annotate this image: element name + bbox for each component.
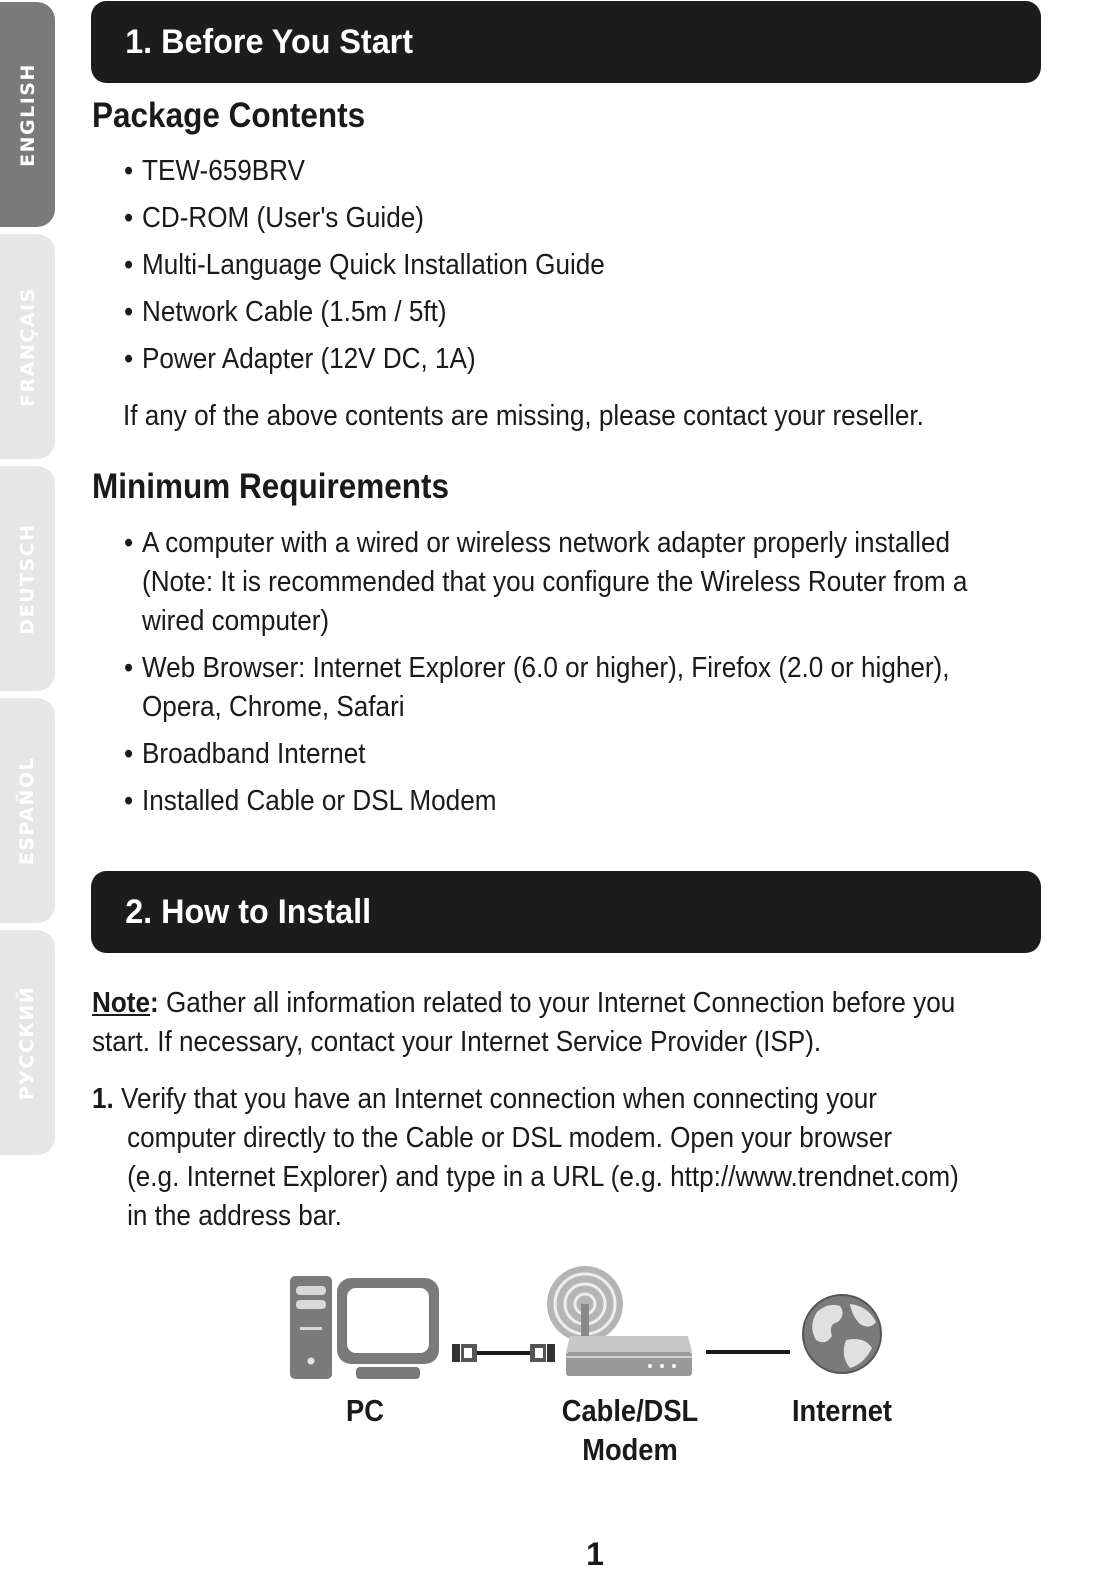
section-1-title: 1. Before You Start — [125, 22, 413, 61]
package-contents-list — [124, 152, 605, 387]
step-1: 1. Verify that you have an Internet connection when connecting your computer directly to the Cable or DSL modem. Open your browser (e.g. Internet Explorer) and type in a URL (e.g. http://www.trendnet.com) in the address bar. — [92, 1083, 959, 1232]
section-2-header — [91, 871, 1041, 953]
missing-contents-note: If any of the above contents are missing, please contact your reseller. — [123, 400, 924, 432]
tab-deutsch-label: DEUTSCH — [16, 522, 39, 635]
modem-label: Cable/DSL Modem — [561, 1393, 699, 1467]
pc-icon — [290, 1276, 439, 1379]
tab-deutsch[interactable] — [0, 466, 55, 691]
section-2-title: 2. How to Install — [125, 892, 372, 931]
list-item: • A computer with a wired or wireless network adapter properly installed (Note: It is recommended that you configure the Wireless Router from a wired computer) — [124, 527, 968, 637]
pc-label: PC — [346, 1393, 384, 1428]
requirements-list — [124, 524, 967, 829]
tab-francais[interactable] — [0, 234, 55, 459]
internet-label: Internet — [791, 1393, 893, 1428]
modem-icon — [547, 1266, 692, 1376]
section-1-header — [91, 1, 1041, 83]
connection-diagram — [280, 1260, 900, 1390]
tab-francais-label: FRANÇAIS — [16, 286, 39, 407]
step-1-number: 1. — [92, 1083, 114, 1115]
list-item: • Multi-Language Quick Installation Guide — [124, 249, 605, 281]
globe-icon — [803, 1295, 881, 1373]
list-item: • Web Browser: Internet Explorer (6.0 or higher), Firefox (2.0 or higher), Opera, Chrome, Safari — [124, 652, 950, 723]
tab-espanol-label: ESPAÑOL — [16, 756, 39, 865]
tab-english[interactable] — [0, 2, 55, 227]
tab-russian-label: РУССКИЙ — [16, 985, 39, 1100]
list-item: • Power Adapter (12V DC, 1A) — [124, 343, 476, 375]
page-number: 1 — [586, 1536, 604, 1572]
package-contents-heading: Package Contents — [92, 96, 366, 135]
list-item: • Broadband Internet — [124, 738, 366, 770]
list-item: • Installed Cable or DSL Modem — [124, 785, 497, 817]
note-label: Note — [92, 987, 151, 1019]
network-cable-icon — [452, 1344, 555, 1362]
list-item: • TEW-659BRV — [124, 155, 305, 187]
minimum-requirements-heading: Minimum Requirements — [92, 467, 450, 506]
tab-english-label: ENGLISH — [16, 62, 39, 167]
tab-russian[interactable] — [0, 930, 55, 1155]
tab-espanol[interactable] — [0, 698, 55, 923]
install-note: Note: Gather all information related to your Internet Connection before you start. If necessary, contact your Internet Service Provider (ISP). — [92, 987, 956, 1058]
list-item: • Network Cable (1.5m / 5ft) — [124, 296, 447, 328]
list-item: • CD-ROM (User's Guide) — [124, 202, 424, 234]
